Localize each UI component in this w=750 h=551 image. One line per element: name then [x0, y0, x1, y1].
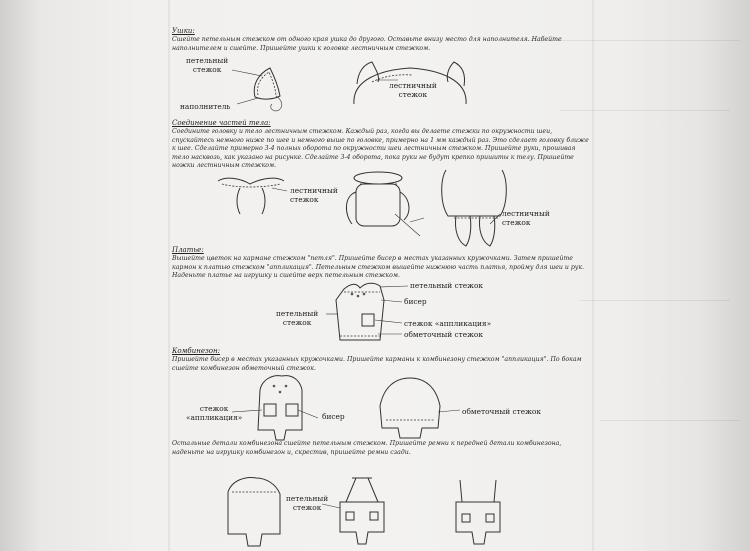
- overalls-instructions: Пришейте бисер в местах указанных кружочками. Пришейте карманы к комбинезону стежком "аппликация". По бокам сшейте комбинезон обметочный стежок.: [172, 356, 582, 372]
- body-with-arms-illustration: [346, 172, 424, 236]
- ears-instructions: Сшейте петельным стежком от одного края ушка до другого. Оставьте внизу место для наполнителя. Набейте наполнителем и сшейте. Пришейте ушки к головке лестничным стежком.: [172, 36, 562, 52]
- label-dress-applique: стежок «аппликация»: [404, 319, 492, 328]
- ear-illustration: [232, 68, 282, 111]
- label-overalls-applique: стежок «аппликация»: [186, 404, 243, 422]
- overalls-blanket-illustration-2: [322, 478, 384, 544]
- overalls-front-illustration: [232, 376, 318, 440]
- label-ladder-stitch: лестничный стежок: [389, 81, 437, 99]
- label-dress-blanket-left: петельный стежок: [276, 309, 319, 327]
- section-title-ears: Ушки:: [172, 27, 195, 35]
- section-title-body: Соединение частей тела:: [172, 119, 271, 127]
- head-with-ears-illustration: [354, 62, 466, 104]
- overalls-instructions-2: Остальные детали комбинезона сшейте петельным стежком. Пришейте ремни к передней детали комбинезона, наденьте на игрушку комбинезон и, скрестив, пришейте ремни сзади.: [172, 440, 562, 456]
- neck-joining-illustration: [218, 178, 287, 214]
- overalls-blanket-illustration-1: [228, 478, 280, 546]
- label-filler: наполнитель: [180, 102, 231, 111]
- label-overalls-bead: бисер: [322, 412, 345, 421]
- body-instructions: Соедините головку и тело лестничным стежком. Каждый раз, когда вы делаете стежки по окружности шеи, спускайтесь немного ниже по шее и немного выше по головке, примерно на 1 мм каждый раз. Это сделает головку ближе к шее. Сделайте примерно 3-4 полных оборота по окружности шеи лестничным стежком. Пришейте руки, прошивая тело насквозь, как указано на рисунке. Сделайте 3-4 оборота, пока руки не будут крепко пришиты к телу. Пришейте ножки лестничным стежком.: [172, 128, 589, 170]
- label-dress-overcast: обметочный стежок: [404, 330, 483, 339]
- label-dress-blanket-top: петельный стежок: [410, 281, 484, 290]
- label-ladder-stitch-neck: лестничный стежок: [290, 186, 338, 204]
- body-with-legs-illustration: [442, 170, 507, 246]
- dress-instructions: Вышейте цветок на кармане стежком "петля". Пришейте бисер в местах указанных кружочками. Затем пришейте кармон к платью стежком "аппликация". Петельным стежком вышейте нижнюю часть платья, пройму для шеи и рук. Наденьте платье на игрушку и сшейте верх петельным стежком.: [172, 255, 585, 280]
- label-overalls-blanket-bottom: петельный стежок: [286, 494, 329, 512]
- label-dress-bead: бисер: [404, 297, 427, 306]
- overalls-blanket-illustration-3: [456, 480, 500, 544]
- dress-illustration: [326, 283, 408, 340]
- section-title-dress: Платье:: [172, 246, 204, 254]
- overalls-back-illustration: [380, 378, 460, 438]
- label-blanket-stitch: петельный стежок: [186, 56, 229, 74]
- section-title-overalls: Комбинезон:: [172, 347, 220, 355]
- label-ladder-stitch-legs: лестничный стежок: [502, 209, 550, 227]
- label-overalls-overcast: обметочный стежок: [462, 407, 541, 416]
